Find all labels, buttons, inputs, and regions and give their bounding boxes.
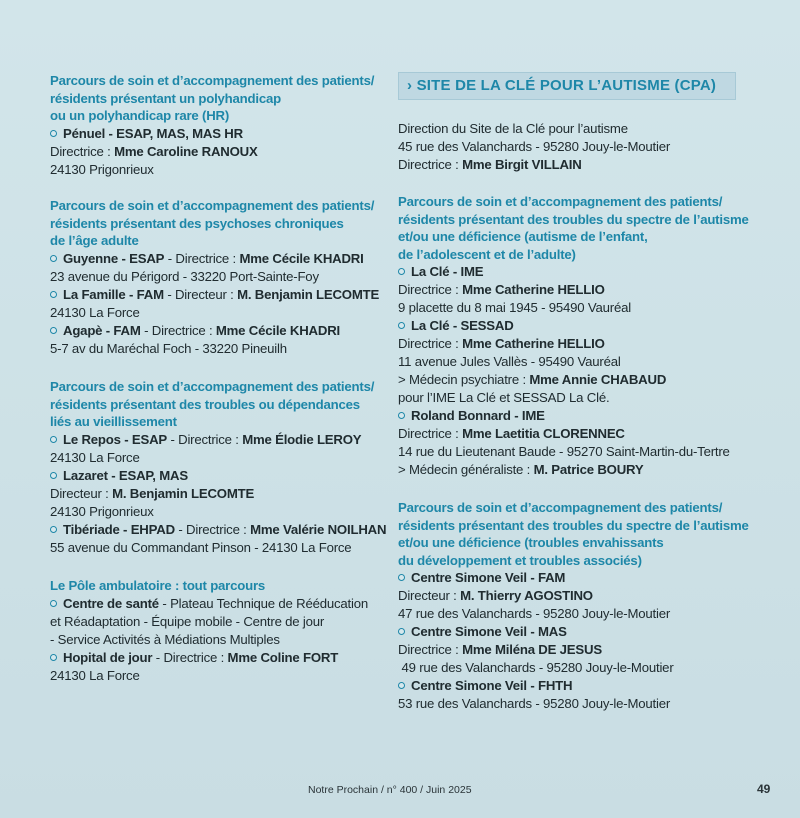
section-psychoses — [50, 197, 379, 358]
director-name: M. Benjamin LECOMTE — [112, 485, 255, 501]
section-heading: et/ou une déficience (autisme de l’enfant, — [398, 229, 648, 244]
address: 45 rue des Valanchards - 95280 Jouy-le-Moutier — [398, 139, 671, 154]
section-heading: de l’adolescent et de l’adulte) — [398, 246, 576, 262]
director-line — [50, 485, 386, 503]
role-label: - Directrice : — [167, 431, 243, 447]
doctor-label: > Médecin psychiatre : — [398, 372, 530, 387]
director-name: Mme Caroline RANOUX — [114, 143, 258, 159]
section-heading: résidents présentant des troubles du spectre de l’autisme — [398, 517, 749, 533]
director-line — [50, 143, 374, 161]
section-heading: et/ou une déficience (troubles envahissants — [398, 535, 664, 550]
facility-name: La Famille - FAM — [50, 287, 164, 302]
address: 5-7 av du Maréchal Foch - 33220 Pineuilh — [50, 340, 287, 356]
address: 55 avenue du Commandant Pinson - 24130 La Force — [50, 539, 352, 555]
section-heading: Parcours de soin et d’accompagnement des patients/ — [50, 73, 375, 88]
facility-line — [50, 649, 368, 667]
section-heading: liés au vieillissement — [50, 414, 177, 429]
facility-name: Le Repos - ESAP — [50, 432, 167, 447]
facility-name: Pénuel - ESAP, MAS, MAS HR — [50, 125, 374, 143]
role-label: - Directrice : — [140, 322, 216, 338]
section-polyhandicap — [50, 72, 374, 179]
director-name: Mme Valérie NOILHAN — [250, 521, 387, 537]
facility-name: Centre Simone Veil - FAM — [398, 569, 749, 587]
section-heading: du développement et troubles associés) — [398, 552, 642, 568]
director-name: M. Benjamin LECOMTE — [237, 286, 380, 302]
address: 24130 La Force — [50, 667, 140, 683]
section-heading: de l’âge adulte — [50, 233, 139, 248]
facility-name: La Clé - IME — [398, 263, 749, 281]
facility-line — [50, 431, 386, 449]
section-heading: résidents présentant des troubles ou dépendances — [50, 396, 360, 412]
doctor-label: > Médecin généraliste : — [398, 462, 534, 477]
facility-name: Agapè - FAM — [50, 323, 141, 338]
facility-name: La Clé - SESSAD — [398, 317, 749, 335]
role-label: - Directrice : — [164, 250, 240, 266]
director-name: Mme Catherine HELLIO — [462, 282, 605, 297]
director-label: Directeur : — [398, 588, 461, 603]
address: 11 avenue Jules Vallès - 95490 Vauréal — [398, 354, 621, 369]
director-line — [398, 641, 749, 659]
doctor-line — [398, 371, 749, 389]
section-heading: Parcours de soin et d’accompagnement des patients/ — [50, 379, 375, 394]
facility-name: Hopital de jour — [50, 650, 152, 665]
address: 24130 Prigonrieux — [50, 503, 154, 519]
address: 9 placette du 8 mai 1945 - 95490 Vauréal — [398, 300, 631, 315]
address: 14 rue du Lieutenant Baude - 95270 Saint-Martin-du-Tertre — [398, 444, 730, 459]
facility-name: Centre Simone Veil - FHTH — [398, 677, 749, 695]
director-name: M. Thierry AGOSTINO — [460, 588, 593, 603]
address: 24130 La Force — [50, 449, 140, 465]
page-number: 49 — [757, 782, 771, 796]
director-label: Directrice : — [398, 157, 463, 172]
role-label: - Directeur : — [163, 286, 238, 302]
doctor-line — [398, 461, 749, 479]
facility-name: Centre Simone Veil - MAS — [398, 623, 749, 641]
section-heading: Parcours de soin et d’accompagnement des patients/ — [50, 198, 375, 213]
section-heading: résidents présentant un polyhandicap — [50, 90, 281, 106]
section-heading: résidents présentant des troubles du spectre de l’autisme — [398, 211, 749, 227]
director-name: Mme Élodie LEROY — [242, 431, 362, 447]
role-label: - Directrice : — [152, 649, 228, 665]
director-label: Directrice : — [398, 336, 463, 351]
section-heading: Parcours de soin et d’accompagnement des patients/ — [398, 194, 723, 209]
director-label: Directrice : — [398, 642, 463, 657]
director-line — [398, 587, 749, 605]
address: 24130 Prigonrieux — [50, 161, 154, 177]
facility-line — [50, 595, 368, 613]
facility-line — [50, 521, 386, 539]
doctor-name: M. Patrice BOURY — [533, 462, 644, 477]
address: 24130 La Force — [50, 304, 140, 320]
facility-line — [50, 250, 379, 268]
section-heading: résidents présentant des psychoses chroniques — [50, 215, 344, 231]
facility-line — [50, 286, 379, 304]
doctor-name: Mme Annie CHABAUD — [529, 372, 667, 387]
address: 47 rue des Valanchards - 95280 Jouy-le-Moutier — [398, 606, 671, 621]
facility-name: Lazaret - ESAP, MAS — [50, 467, 386, 485]
facility-name: Roland Bonnard - IME — [398, 407, 749, 425]
section-heading: Le Pôle ambulatoire : tout parcours — [50, 578, 266, 593]
director-label: Directrice : — [398, 282, 463, 297]
director-name: Mme Laetitia CLORENNEC — [462, 426, 625, 441]
director-line — [398, 281, 749, 299]
director-label: Directeur : — [50, 485, 113, 501]
director-name: Mme Miléna DE JESUS — [462, 642, 602, 657]
director-label: Directrice : — [398, 426, 463, 441]
service-list: - Plateau Technique de Rééducation — [158, 595, 368, 611]
section-autisme-enfant — [398, 193, 749, 479]
director-name: Mme Cécile KHADRI — [215, 322, 340, 338]
director-name: Mme Birgit VILLAIN — [462, 157, 582, 172]
section-vieillissement — [50, 378, 386, 557]
director-line — [398, 335, 749, 353]
address: 49 rue des Valanchards - 95280 Jouy-le-Moutier — [398, 660, 674, 675]
address: 23 avenue du Périgord - 33220 Port-Sainte-Foy — [50, 268, 319, 284]
director-name: Mme Cécile KHADRI — [239, 250, 364, 266]
intro-line: Direction du Site de la Clé pour l’autisme — [398, 121, 628, 136]
director-line — [398, 425, 749, 443]
section-autisme-ted — [398, 499, 749, 713]
footer-publication: Notre Prochain / n° 400 / Juin 2025 — [308, 784, 472, 796]
facility-name: Tibériade - EHPAD — [50, 522, 175, 537]
service-list: et Réadaptation - Équipe mobile - Centre de jour — [50, 613, 325, 629]
director-name: Mme Catherine HELLIO — [462, 336, 605, 351]
director-line — [398, 156, 670, 174]
director-name: Mme Coline FORT — [227, 649, 339, 665]
site-banner: › SITE DE LA CLÉ POUR L’AUTISME (CPA) — [398, 72, 736, 100]
facility-name: Centre de santé — [50, 596, 159, 611]
section-ambulatoire — [50, 577, 368, 685]
section-heading: ou un polyhandicap rare (HR) — [50, 108, 230, 123]
doctor-note: pour l’IME La Clé et SESSAD La Clé. — [398, 390, 610, 405]
section-heading: Parcours de soin et d’accompagnement des patients/ — [398, 500, 723, 515]
address: 53 rue des Valanchards - 95280 Jouy-le-Moutier — [398, 696, 671, 711]
director-label: Directrice : — [50, 143, 115, 159]
site-intro — [398, 120, 670, 174]
service-list: - Service Activités à Médiations Multiples — [50, 631, 280, 647]
facility-name: Guyenne - ESAP — [50, 251, 164, 266]
role-label: - Directrice : — [174, 521, 251, 537]
facility-line — [50, 322, 379, 340]
